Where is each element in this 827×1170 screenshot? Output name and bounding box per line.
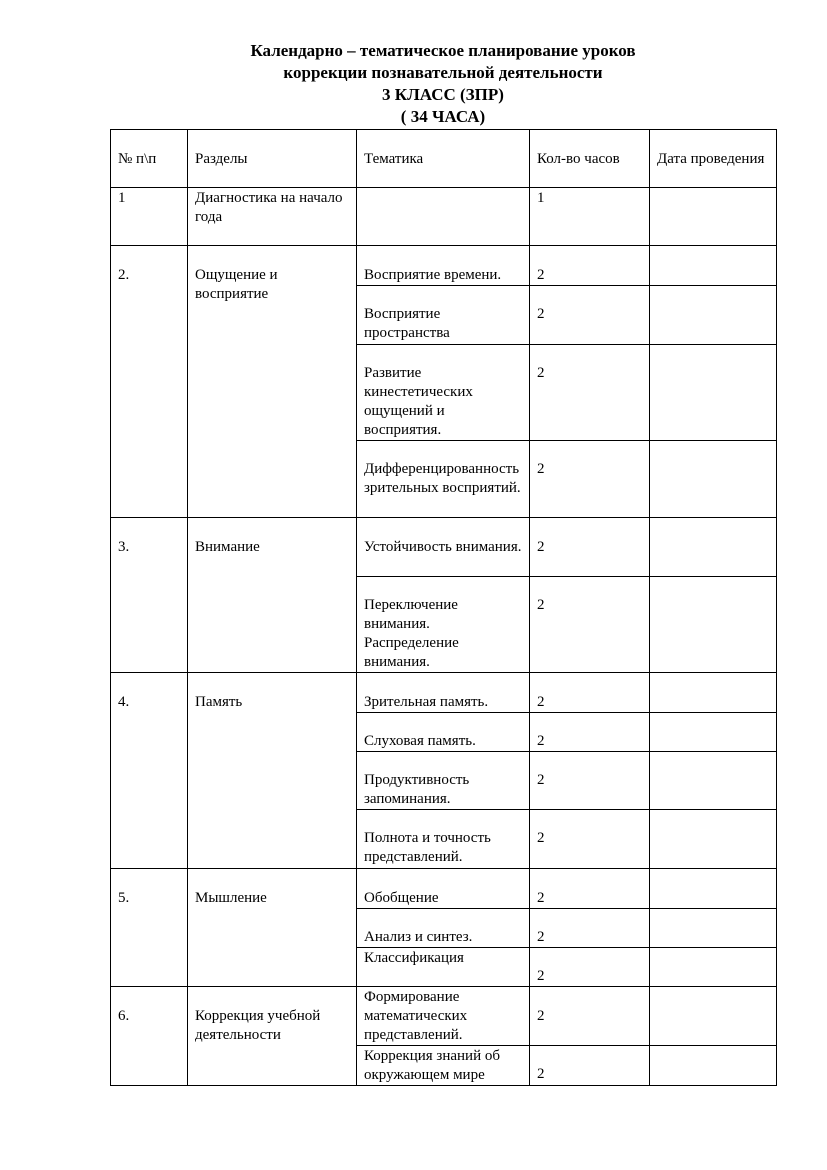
- hours-cell: 2: [530, 286, 650, 345]
- hours-cell: 2: [530, 713, 650, 752]
- section-number: 6.: [111, 987, 188, 1086]
- topic-cell: Развитие кинестетических ощущений и восприятия.: [357, 345, 530, 441]
- topic-cell: Переключение внимания. Распределение внимания.: [357, 577, 530, 673]
- topic-cell: Формирование математических представлений.: [357, 987, 530, 1046]
- table-row: [111, 188, 777, 246]
- hours-cell: 2: [530, 909, 650, 948]
- section-name: Коррекция учебной деятельности: [188, 987, 357, 1086]
- date-cell: [650, 1046, 777, 1086]
- date-cell: [650, 987, 777, 1046]
- section-name: Ощущение и восприятие: [188, 246, 357, 518]
- document-title: [110, 40, 776, 128]
- topic-cell: Обобщение: [357, 869, 530, 909]
- header-hours: Кол-во часов: [530, 130, 650, 188]
- section-name: Память: [188, 673, 357, 869]
- date-cell: [650, 909, 777, 948]
- planning-table: [110, 129, 777, 1086]
- date-cell: [650, 188, 777, 246]
- topic-cell: Классификация: [357, 948, 530, 987]
- table-row: [111, 518, 777, 577]
- date-cell: [650, 345, 777, 441]
- topic-cell: Анализ и синтез.: [357, 909, 530, 948]
- date-cell: [650, 577, 777, 673]
- date-cell: [650, 286, 777, 345]
- section-number: 1: [111, 188, 188, 246]
- section-number: 5.: [111, 869, 188, 987]
- section-name: Мышление: [188, 869, 357, 987]
- date-cell: [650, 441, 777, 518]
- date-cell: [650, 869, 777, 909]
- topic-cell: Продуктивность запоминания.: [357, 752, 530, 810]
- title-line-4: ( 34 ЧАСА): [400, 107, 486, 126]
- topic-cell: Полнота и точность представлений.: [357, 810, 530, 869]
- date-cell: [650, 810, 777, 869]
- table-row: [111, 869, 777, 909]
- date-cell: [650, 518, 777, 577]
- table-row: [111, 987, 777, 1046]
- hours-cell: 2: [530, 752, 650, 810]
- date-cell: [650, 246, 777, 286]
- table-row: [111, 673, 777, 713]
- header-num: № п\п: [111, 130, 188, 188]
- hours-cell: 2: [530, 987, 650, 1046]
- hours-cell: 2: [530, 246, 650, 286]
- topic-cell: Коррекция знаний об окружающем мире: [357, 1046, 530, 1086]
- hours-cell: 2: [530, 441, 650, 518]
- topic-cell: Дифференцированность зрительных восприятий.: [357, 441, 530, 518]
- section-name: Диагностика на начало года: [188, 188, 357, 246]
- table-row: [111, 246, 777, 286]
- header-topic: Тематика: [357, 130, 530, 188]
- topic-cell: Устойчивость внимания.: [357, 518, 530, 577]
- topic-cell: [357, 188, 530, 246]
- header-section: Разделы: [188, 130, 357, 188]
- hours-cell: 2: [530, 869, 650, 909]
- topic-cell: Восприятие пространства: [357, 286, 530, 345]
- section-name: Внимание: [188, 518, 357, 673]
- title-line-3: 3 КЛАСС (ЗПР): [382, 85, 504, 104]
- date-cell: [650, 713, 777, 752]
- date-cell: [650, 673, 777, 713]
- table-header-row: [111, 130, 777, 188]
- hours-cell: 2: [530, 673, 650, 713]
- header-date: Дата проведения: [650, 130, 777, 188]
- title-line-2: коррекции познавательной деятельности: [283, 63, 603, 82]
- hours-cell: 2: [530, 810, 650, 869]
- hours-cell: 2: [530, 345, 650, 441]
- title-line-1: Календарно – тематическое планирование уроков: [250, 41, 636, 60]
- hours-cell: 2: [530, 1046, 650, 1086]
- date-cell: [650, 948, 777, 987]
- date-cell: [650, 752, 777, 810]
- hours-cell: 1: [530, 188, 650, 246]
- hours-cell: 2: [530, 948, 650, 987]
- hours-cell: 2: [530, 518, 650, 577]
- topic-cell: Зрительная память.: [357, 673, 530, 713]
- topic-cell: Слуховая память.: [357, 713, 530, 752]
- section-number: 3.: [111, 518, 188, 673]
- section-number: 4.: [111, 673, 188, 869]
- topic-cell: Восприятие времени.: [357, 246, 530, 286]
- hours-cell: 2: [530, 577, 650, 673]
- section-number: 2.: [111, 246, 188, 518]
